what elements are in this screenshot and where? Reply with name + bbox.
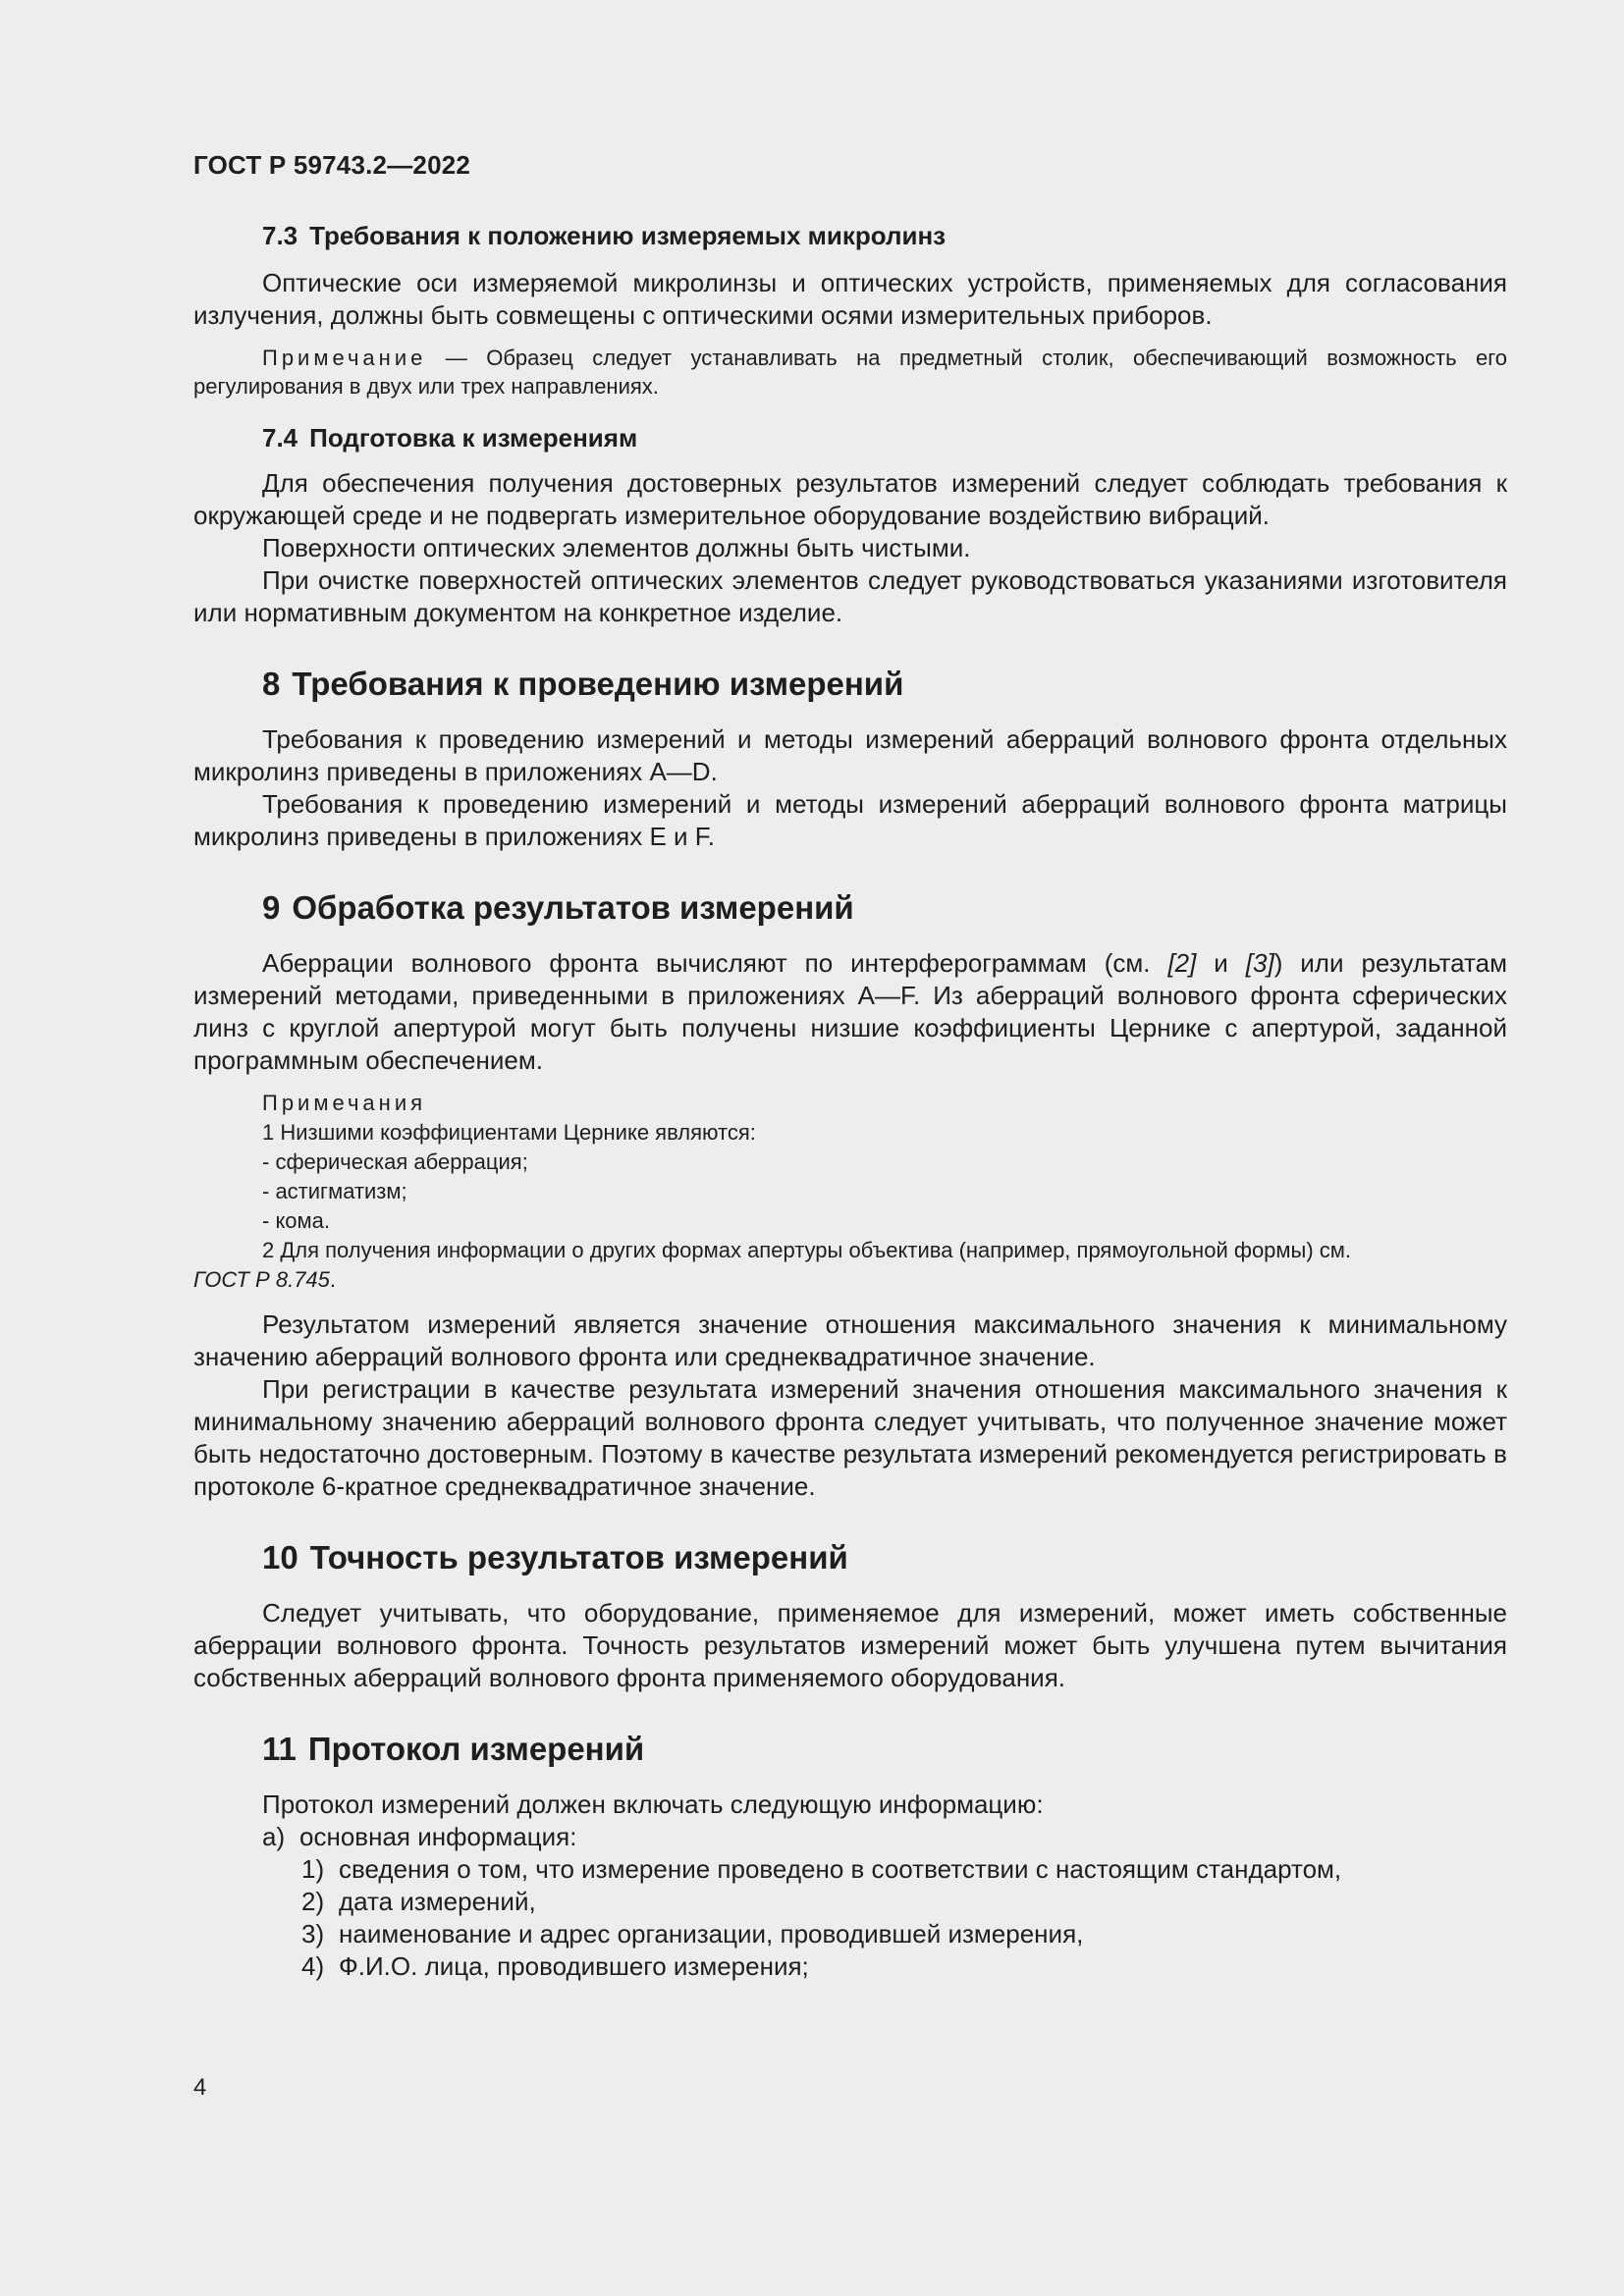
text-run: и <box>1196 948 1246 978</box>
list-marker: а) <box>262 1822 286 1851</box>
list-item <box>193 1886 1507 1918</box>
note-1: 1 Низшими коэффициентами Цернике являются: <box>262 1120 756 1145</box>
note-1-item: - астигматизм; <box>262 1179 407 1203</box>
list-text: Ф.И.О. лица, проводившего измерения; <box>339 1951 809 1981</box>
section-number: 7.3 <box>262 221 298 250</box>
list-marker: 4) <box>301 1951 325 1981</box>
paragraph: При очистке поверхностей оптических элементов следует руководствоваться указаниями изготовителя или нормативным документом на конкретное изделие. <box>193 565 1507 627</box>
note-2-reference-line <box>193 1265 1507 1295</box>
paragraph: Требования к проведению измерений и методы измерений аберраций волнового фронта матрицы микролинз приведены в приложениях Е и F. <box>193 789 1507 851</box>
section-7-3-heading <box>193 218 1507 253</box>
section-number: 8 <box>262 666 281 702</box>
list-marker: 3) <box>301 1919 325 1949</box>
list-item <box>193 1950 1507 1983</box>
section-title: Требования к проведению измерений <box>292 666 904 702</box>
reference: [2] <box>1167 948 1197 978</box>
note-label: Примечание <box>262 346 427 370</box>
section-title: Обработка результатов измерений <box>292 889 854 926</box>
notes-block <box>193 1089 1507 1295</box>
reference: ГОСТ Р 8.745 <box>193 1267 330 1292</box>
section-title: Подготовка к измерениям <box>309 423 638 453</box>
list-text: основная информация: <box>299 1822 577 1851</box>
paragraph: При регистрации в качестве результата измерений значения отношения максимального значения к минимальному значению аберраций волнового фронта следует учитывать, что полученное значение может быть недостаточно достоверным. Поэтому в качестве результата измерений рекомендуется регистрировать в протоколе 6-кратное среднеквадратичное значение. <box>193 1374 1507 1501</box>
list-item <box>193 1821 1507 1853</box>
paragraph: Оптические оси измеряемой микролинзы и оптических устройств, применяемых для согласования излучения, должны быть совмещены с оптическими осями измерительных приборов. <box>193 268 1507 330</box>
section-number: 7.4 <box>262 423 298 453</box>
paragraph: Следует учитывать, что оборудование, применяемое для измерений, может иметь собственные аберрации волнового фронта. Точность результатов измерений может быть улучшена путем вычитания собственных аберраций волнового фронта применяемого оборудования. <box>193 1598 1507 1692</box>
section-number: 11 <box>262 1731 297 1767</box>
section-title: Протокол измерений <box>307 1731 645 1767</box>
paragraph: Для обеспечения получения достоверных результатов измерений следует соблюдать требования к окружающей среде и не подвергать измерительное оборудование воздействию вибраций. <box>193 468 1507 530</box>
note-2: 2 Для получения информации о других формах апертуры объектива (например, прямоугольной формы) см. <box>262 1238 1352 1262</box>
paragraph: Протокол измерений должен включать следующую информацию: <box>262 1789 1044 1819</box>
text-run: . <box>329 1267 337 1292</box>
paragraph: Результатом измерений является значение отношения максимального значения к минимальному значению аберраций волнового фронта или среднеквадратичное значение. <box>193 1309 1507 1371</box>
note <box>193 344 1507 400</box>
notes-label <box>193 1089 1507 1118</box>
list-item <box>193 1918 1507 1950</box>
page-content <box>193 147 1507 1983</box>
text-run: ) или результатам измерений методами, приведенными в приложениях А—F. Из аберраций волнового фронта сферических линз с круглой апертурой могут быть получены низшие коэффициенты Цернике с апертурой, заданной программным обеспечением. <box>193 948 1507 1075</box>
section-title: Точность результатов измерений <box>309 1539 848 1575</box>
paragraph <box>193 947 1507 1077</box>
notes-label-text: Примечания <box>262 1091 427 1115</box>
section-number: 10 <box>262 1539 298 1575</box>
section-10-heading <box>193 1536 1507 1579</box>
paragraph: Поверхности оптических элементов должны быть чистыми. <box>262 533 971 562</box>
section-11-heading <box>193 1728 1507 1771</box>
note-1-item: - сферическая аберрация; <box>262 1149 528 1174</box>
list-item <box>193 1853 1507 1886</box>
section-9-heading <box>193 886 1507 930</box>
reference: [3] <box>1245 948 1274 978</box>
note-text: — Образец следует устанавливать на предметный столик, обеспечивающий возможность его регулирования в двух или трех направлениях. <box>193 346 1507 399</box>
list-text: дата измерений, <box>339 1887 536 1916</box>
paragraph: Требования к проведению измерений и методы измерений аберраций волнового фронта отдельных микролинз приведены в приложениях А—D. <box>193 724 1507 786</box>
text-run: Аберрации волнового фронта вычисляют по интерферограммам (см. <box>262 948 1168 978</box>
list-text: наименование и адрес организации, проводившей измерения, <box>339 1919 1084 1949</box>
section-8-heading <box>193 663 1507 706</box>
list-marker: 2) <box>301 1887 325 1916</box>
list-marker: 1) <box>301 1854 325 1884</box>
list-text: сведения о том, что измерение проведено в соответствии с настоящим стандартом, <box>339 1854 1342 1884</box>
section-number: 9 <box>262 889 281 926</box>
note-1-item: - кома. <box>262 1208 331 1233</box>
document-code: ГОСТ Р 59743.2—2022 <box>193 150 471 180</box>
section-7-4-heading <box>193 420 1507 455</box>
section-title: Требования к положению измеряемых микролинз <box>309 221 947 250</box>
page-number: 4 <box>193 2074 207 2101</box>
